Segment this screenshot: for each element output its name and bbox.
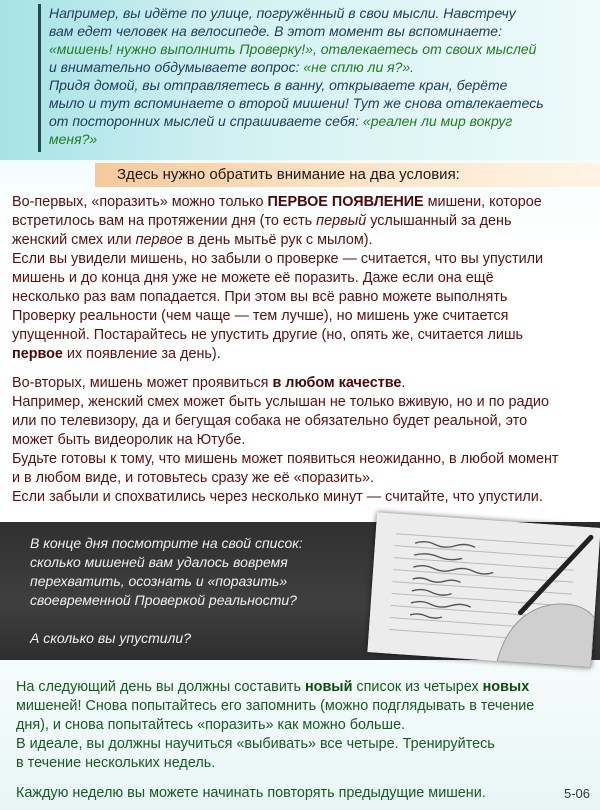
review-text: В конце дня посмотрите на свой список: сколько мишеней вам удалось вовремя перехватить, осознать и «поразить» своевременной Проверкой реальности? А сколько вы упустили? <box>30 535 303 646</box>
quote-line: мыло и тут вспоминаете о второй мишени! Тут же снова отвлекаетесь <box>49 95 544 111</box>
quote-line: Придя домой, вы отправляетесь в ванну, открываете кран, берёте <box>49 77 508 93</box>
writing-hand-photo <box>367 512 600 667</box>
quote-line: и внимательно обдумываете вопрос: «не сплю ли я?». <box>49 59 415 75</box>
next-day-instructions: На следующий день вы должны составить новый список из четырех новых мишеней! Снова попытайтесь его запомнить (можно подглядывать в течение дня), и снова попытайтесь «поразить» как можно больше. В идеале, вы должны научиться «выбивать» все четыре. Тренируйтесь в течение нескольких недель. <box>16 679 535 771</box>
quote-line: «мишень! нужно выполнить Проверку!», отвлекаетесь от своих мыслей <box>49 41 537 57</box>
second-condition: Во-вторых, мишень может проявиться в любом качестве. Например, женский смех может быть услышан не только вживую, но и по радио или по телевизору, да и бегущая собака не обязательно будет реальной, это может быть видеоролик на Ютубе. Будьте готовы к тому, что мишень может появиться неожиданно, в любой момент и в любом виде, и готовьтесь сразу же её «поразить». Если забыли и спохватились через несколько минут — считайте, что упустили. <box>12 375 559 505</box>
quote-line: Например, вы идёте по улице, погружённый в свои мысли. Навстречу <box>49 5 516 21</box>
conditions-callout: Здесь нужно обратить внимание на два условия: <box>95 163 600 187</box>
quote-line: от посторонних мыслей и спрашиваете себя: «реален ли мир вокруг <box>49 113 513 129</box>
quote-line: меня?» <box>49 131 98 147</box>
page-number: 5-06 <box>563 786 590 801</box>
first-condition: Во-первых, «поразить» можно только ПЕРВОЕ ПОЯВЛЕНИЕ мишени, которое встретилось вам на протяжении дня (то есть первый услышанный за день женский смех или первое в день мытьё рук с мылом). Если вы увидели мишень, но забыли о проверке — считается, что вы упустили мишень и до конца дня уже не можете её поразить. Даже если она ещё несколько раз вам попадается. При этом вы всё равно можете выполнять Проверку реальности (чем чаще — тем лучше), но мишень уже считается упущенной. Постарайтесь не упустить другие (но, опять же, считается лишь первое их появление за день). <box>12 194 544 362</box>
weekly-note: Каждую неделю вы можете начинать повторять предыдущие мишени. <box>16 785 486 801</box>
quote-line: вам едет человек на велосипеде. В этот момент вы вспоминаете: <box>49 23 502 39</box>
example-quote <box>38 4 588 152</box>
